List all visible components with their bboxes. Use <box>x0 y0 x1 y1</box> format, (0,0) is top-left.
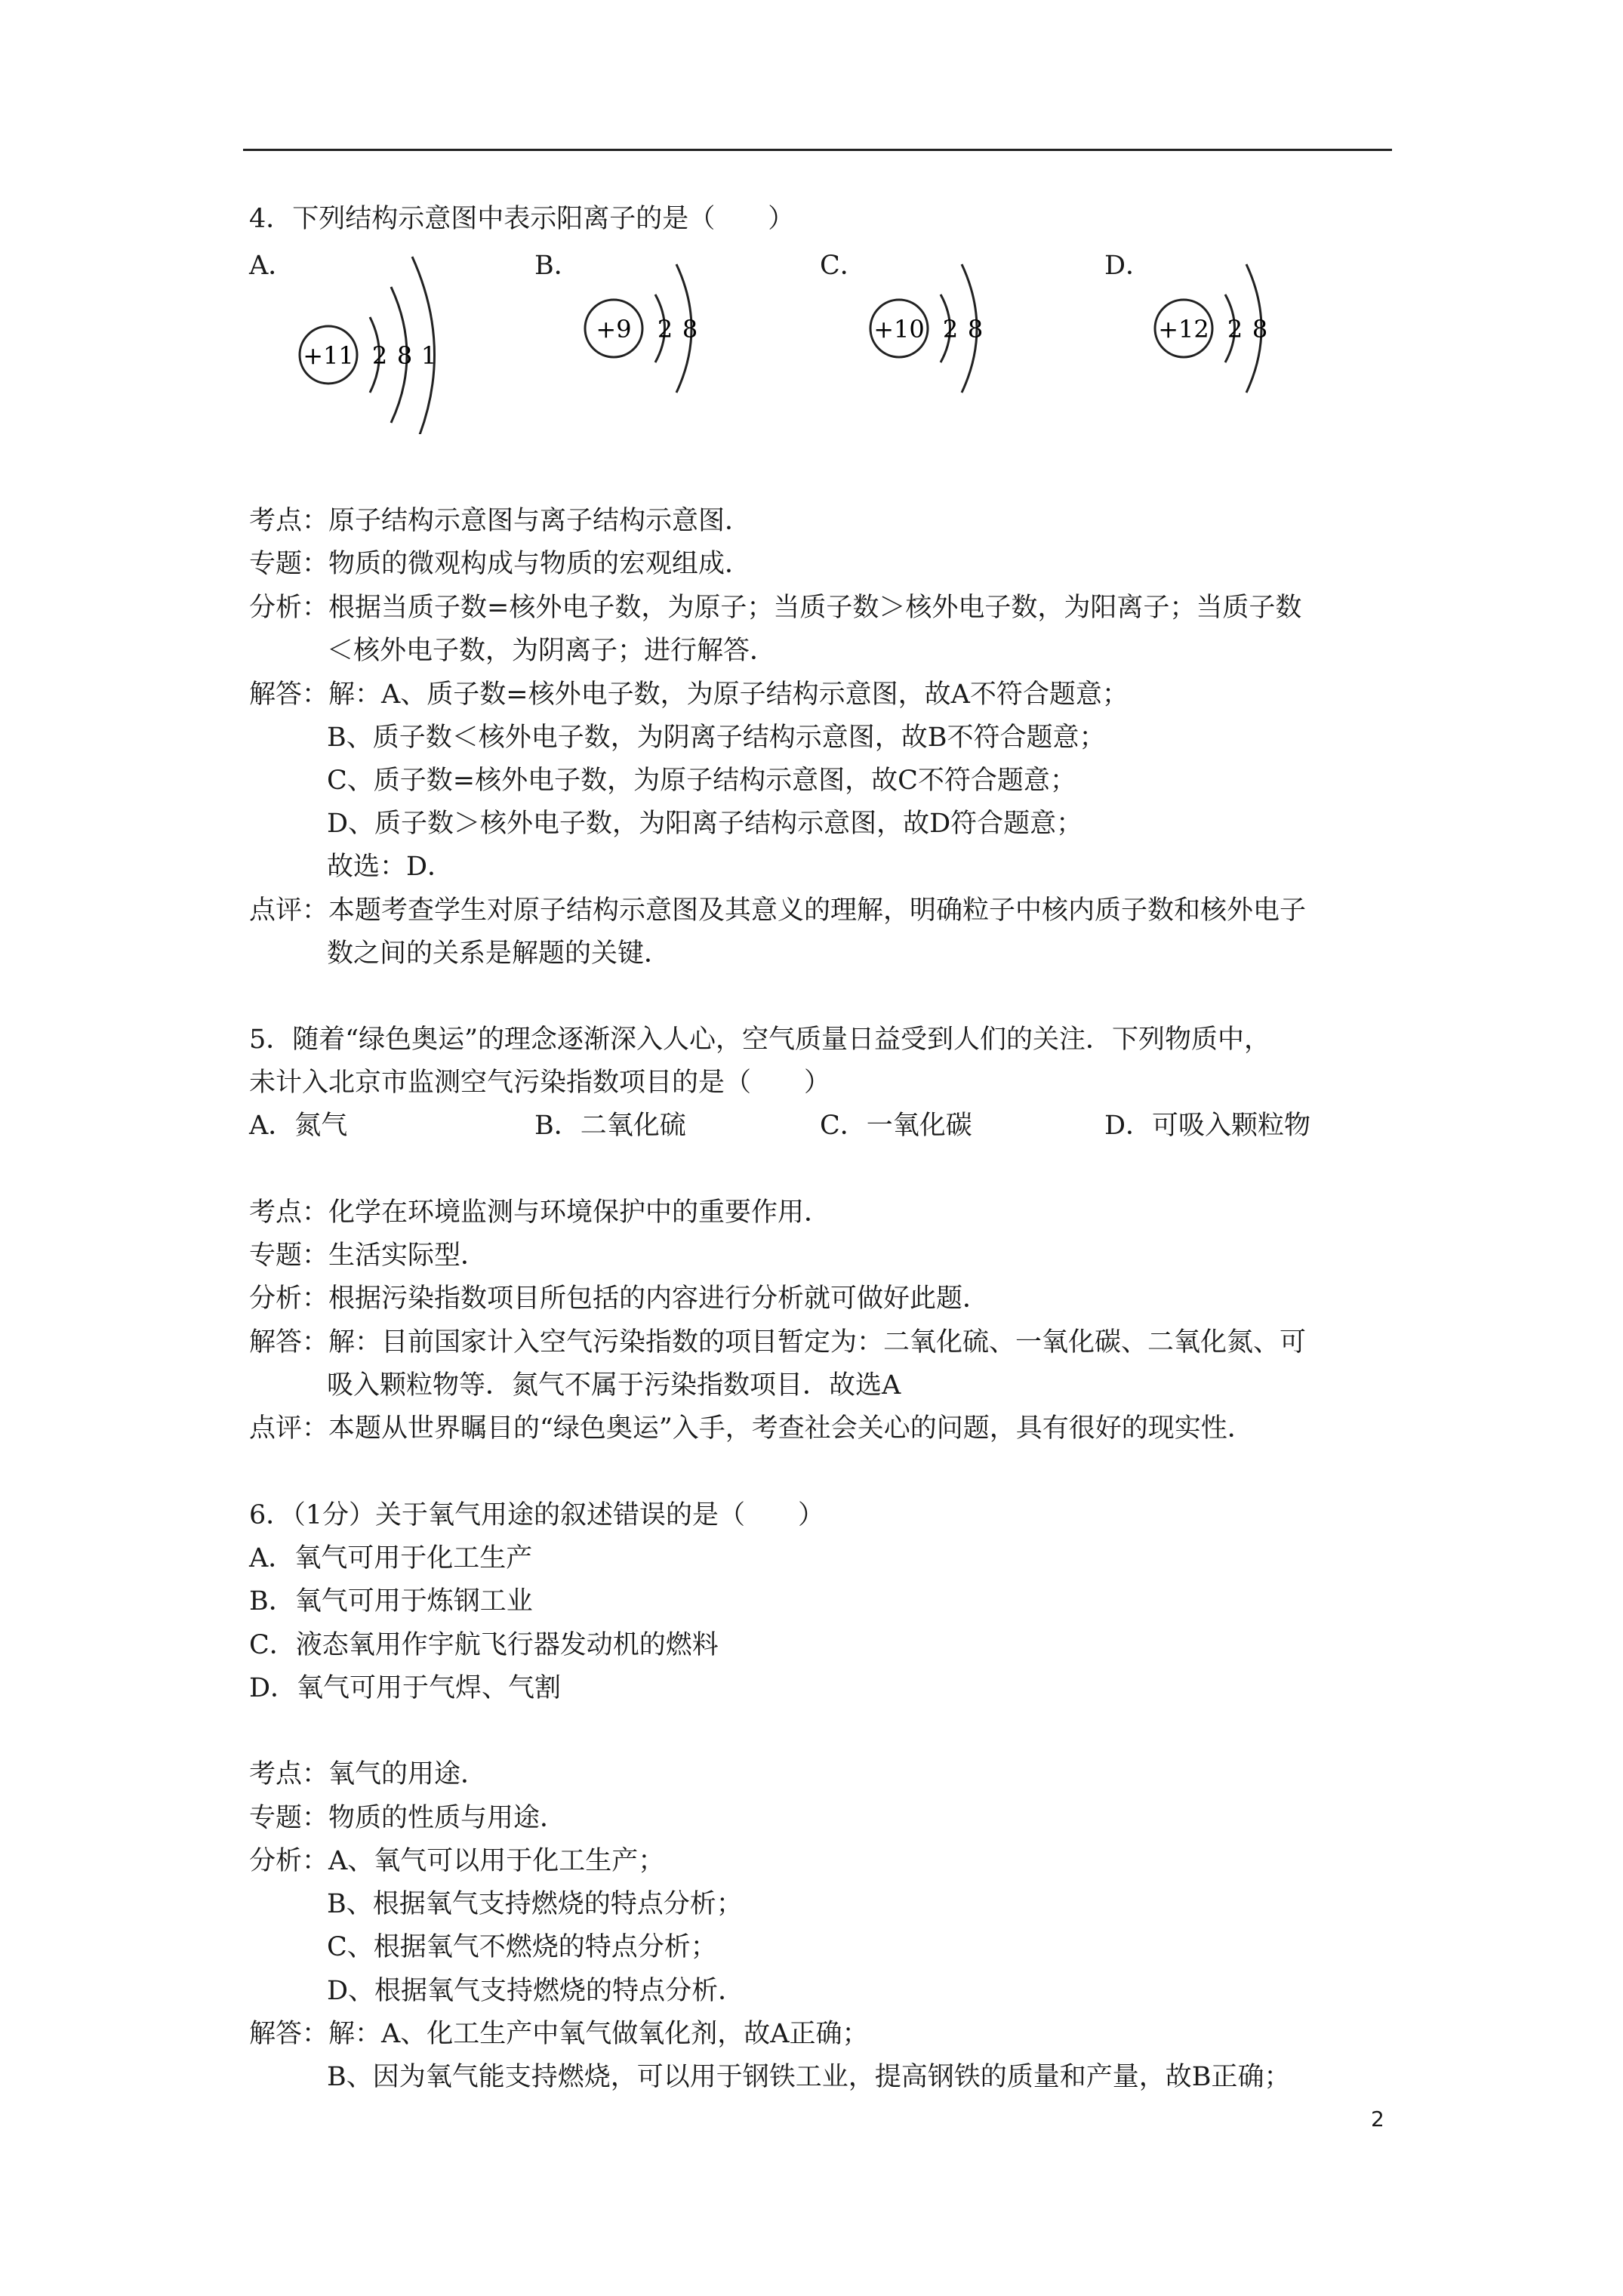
q6-option-c: C．液态氧用作宇航飞行器发动机的燃料 <box>249 1630 719 1660</box>
q4-jieda-line-3: C、质子数=核外电子数，为原子结构示意图，故C不符合题意； <box>327 766 1076 796</box>
q6-option-d: D．氧气可用于气焊、气割 <box>249 1673 562 1703</box>
q4-dianping-line-2: 数之间的关系是解题的关键． <box>327 938 671 969</box>
q4-zhuanti: 专题：物质的微观构成与物质的宏观组成． <box>249 549 752 579</box>
shell-electrons: 2 <box>371 341 388 370</box>
q6-fenxi-line-2: B、根据氧气支持燃烧的特点分析； <box>327 1889 743 1919</box>
q4-jieda-line-5: 故选：D． <box>327 852 454 882</box>
shell-electrons: 8 <box>396 341 413 370</box>
q6-stem: 6．（1分）关于氧气用途的叙述错误的是（ ） <box>249 1500 825 1530</box>
shell-electrons: 1 <box>420 341 437 370</box>
q6-zhuanti: 专题：物质的性质与用途． <box>249 1803 567 1833</box>
q4-jieda-line-2: B、质子数＜核外电子数，为阴离子结构示意图，故B不符合题意； <box>327 723 1106 753</box>
q4-stem: 4．下列结构示意图中表示阳离子的是（ ） <box>249 204 795 234</box>
q5-stem-line-1: 5．随着“绿色奥运”的理念逐渐深入人心，空气质量日益受到人们的关注．下列物质中， <box>249 1025 1271 1055</box>
shell-electrons: 8 <box>967 315 984 344</box>
q5-jieda-line-1: 解答：解：目前国家计入空气污染指数的项目暂定为：二氧化硫、一氧化碳、二氧化氮、可 <box>249 1327 1307 1358</box>
shell-electrons: 2 <box>942 315 959 344</box>
nucleus-charge: +12 <box>1158 315 1209 344</box>
q5-option-c: C．一氧化碳 <box>820 1111 972 1141</box>
q4-jieda-line-4: D、质子数＞核外电子数，为阳离子结构示意图，故D符合题意； <box>327 809 1083 839</box>
shell-electrons: 8 <box>682 315 698 344</box>
q4-option-a-label: A． <box>249 251 295 281</box>
nucleus-charge: +9 <box>596 315 632 344</box>
q4-jieda-line-1: 解答：解：A、质子数=核外电子数，为原子结构示意图，故A不符合题意； <box>249 680 1129 710</box>
q6-fenxi-line-1: 分析：A、氧气可以用于化工生产； <box>249 1846 665 1876</box>
q5-fenxi: 分析：根据污染指数项目所包括的内容进行分析就可做好此题． <box>249 1284 990 1314</box>
q4-diagram-c <box>865 253 1016 404</box>
q5-option-a: A．氮气 <box>249 1111 348 1141</box>
q5-zhuanti: 专题：生活实际型． <box>249 1240 488 1271</box>
q6-fenxi-line-3: C、根据氧气不燃烧的特点分析； <box>327 1932 717 1962</box>
nucleus-charge: +10 <box>873 315 925 344</box>
q5-dianping: 点评：本题从世界瞩目的“绿色奥运”入手，考查社会关心的问题，具有很好的现实性． <box>249 1413 1254 1444</box>
q6-option-b: B．氧气可用于炼钢工业 <box>249 1586 533 1616</box>
shell-electrons: 2 <box>1227 315 1243 344</box>
header-rule <box>243 149 1392 151</box>
q4-diagram-b <box>580 253 731 404</box>
nucleus-charge: +11 <box>303 341 354 370</box>
q4-dianping-line-1: 点评：本题考查学生对原子结构示意图及其意义的理解，明确粒子中核内质子数和核外电子 <box>249 895 1307 926</box>
q6-option-a: A．氧气可用于化工生产 <box>249 1543 533 1573</box>
q4-fenxi-line-2: ＜核外电子数，为阴离子；进行解答． <box>327 636 777 666</box>
q4-fenxi-line-1: 分析：根据当质子数=核外电子数，为原子；当质子数＞核外电子数，为阳离子；当质子数 <box>249 593 1302 623</box>
shell-electrons: 2 <box>657 315 673 344</box>
q5-jieda-line-2: 吸入颗粒物等．氮气不属于污染指数项目．故选A <box>327 1370 901 1401</box>
q4-diagram-a <box>294 253 460 434</box>
q4-diagram-d <box>1150 253 1301 404</box>
q6-jieda-line-2: B、因为氧气能支持燃烧，可以用于钢铁工业，提高钢铁的质量和产量，故B正确； <box>327 2062 1291 2092</box>
q4-option-c-label: C． <box>820 251 867 281</box>
q5-option-d: D．可吸入颗粒物 <box>1104 1111 1311 1141</box>
q4-kaodian: 考点：原子结构示意图与离子结构示意图． <box>249 506 752 536</box>
q5-option-b: B．二氧化硫 <box>534 1111 686 1141</box>
q5-stem-line-2: 未计入北京市监测空气污染指数项目的是（ ） <box>249 1068 831 1098</box>
shell-electrons: 8 <box>1252 315 1268 344</box>
q6-jieda-line-1: 解答：解：A、化工生产中氧气做氧化剂，故A正确； <box>249 2019 869 2049</box>
q5-kaodian: 考点：化学在环境监测与环境保护中的重要作用． <box>249 1197 831 1228</box>
page-number: 2 <box>1371 2106 1384 2131</box>
q6-fenxi-line-4: D、根据氧气支持燃烧的特点分析． <box>327 1976 745 2006</box>
q4-option-b-label: B． <box>534 251 581 281</box>
q4-option-d-label: D． <box>1104 251 1153 281</box>
q6-kaodian: 考点：氧气的用途． <box>249 1759 488 1789</box>
